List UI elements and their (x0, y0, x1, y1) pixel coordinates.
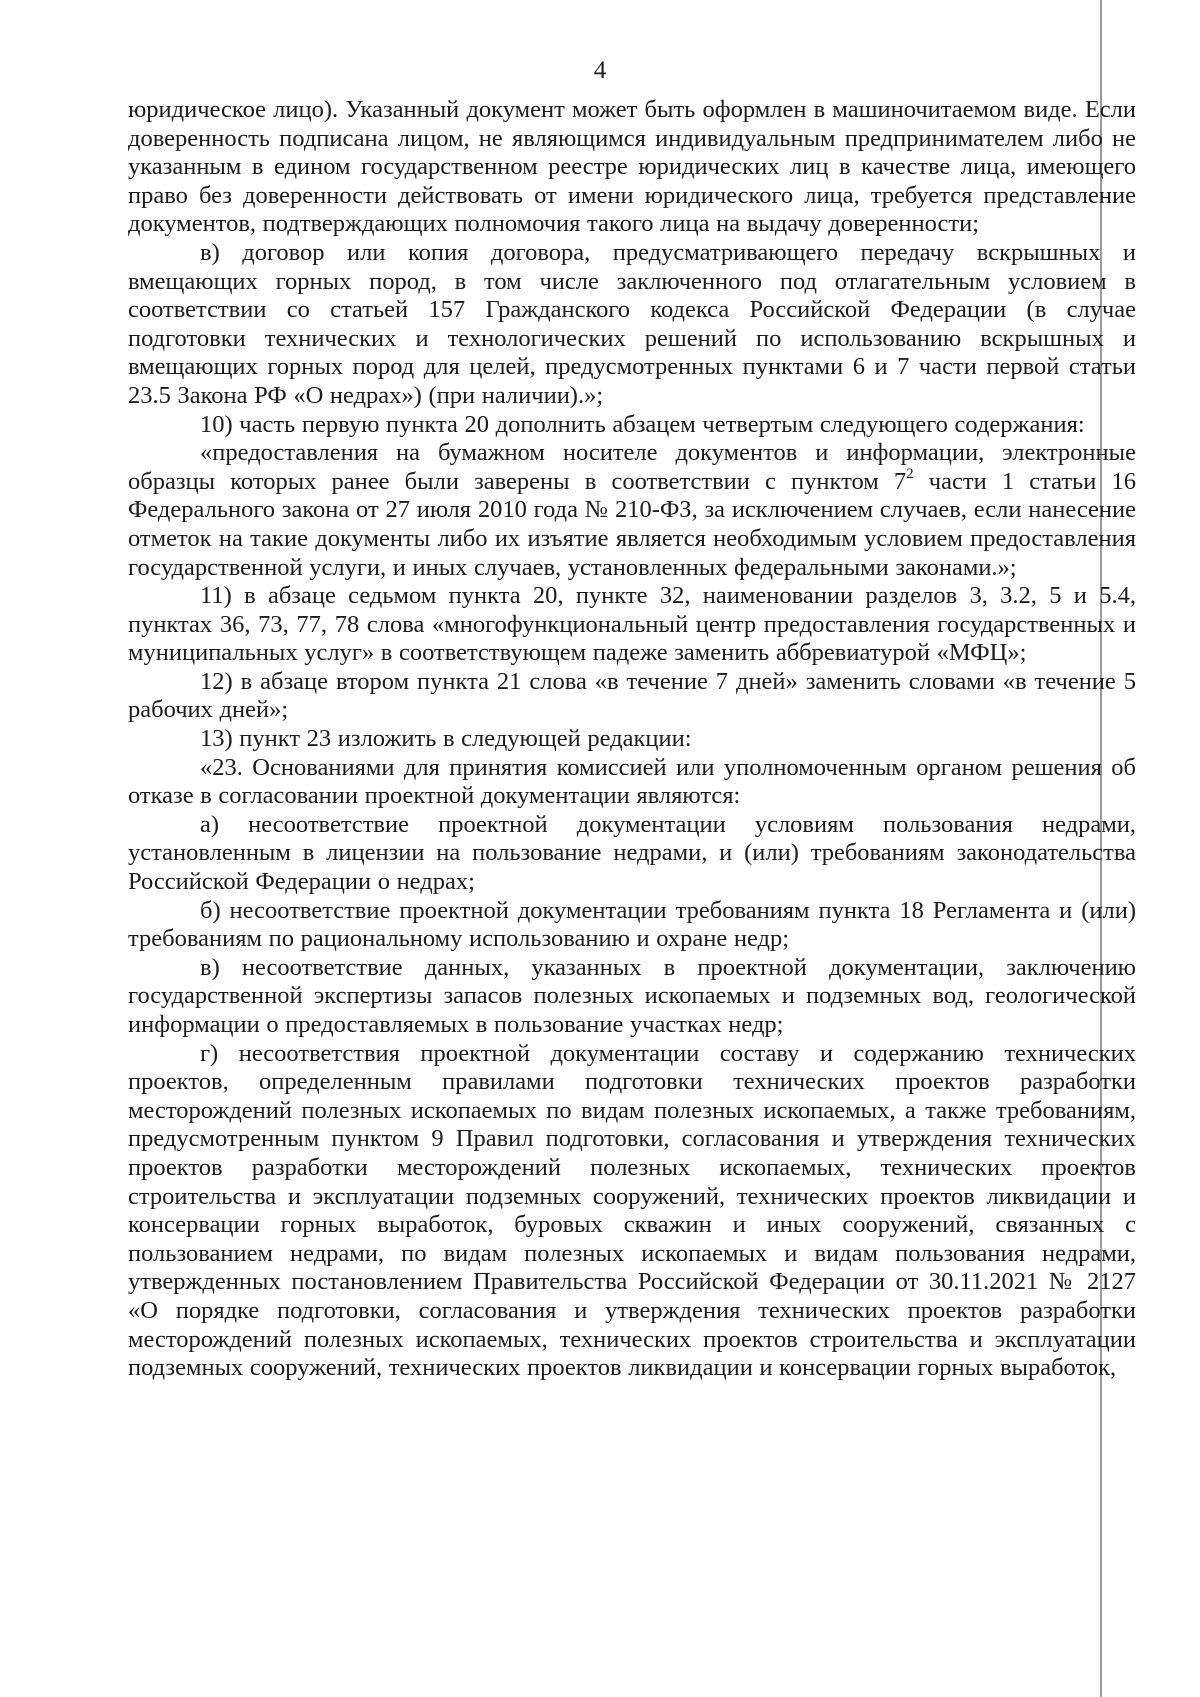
paragraph-subitem-v: в) несоответствие данных, указанных в проектной документации, заключению государственной экспертизы запасов полезных ископаемых и подземных вод, геологической информации о предоставляемых в пользование участках недр; (128, 953, 1136, 1038)
paragraph-item-12: 12) в абзаце втором пункта 21 слова «в течение 7 дней» заменить словами «в течение 5 рабочих дней»; (128, 667, 1136, 724)
paragraph-subitem-g: г) несоответствия проектной документации составу и содержанию технических проектов, определенным правилами подготовки технических проектов разработки месторождений полезных ископаемых по видам полезных ископаемых, а также требованиям, предусмотренным пунктом 9 Правил подготовки, согласования и утверждения технических проектов разработки месторождений полезных ископаемых, технических проектов строительства и эксплуатации подземных сооружений, технических проектов ликвидации и консервации горных выработок, буровых скважин и иных сооружений, связанных с пользованием недрами, по видам полезных ископаемых и видам пользования недрами, утвержденных постановлением Правительства Российской Федерации от 30.11.2021 № 2127 «О порядке подготовки, согласования и утверждения технических проектов разработки месторождений полезных ископаемых, технических проектов строительства и эксплуатации подземных сооружений, технических проектов ликвидации и консервации горных выработок, (128, 1039, 1136, 1382)
paragraph-item-10: 10) часть первую пункта 20 дополнить абзацем четвертым следующего содержания: (200, 410, 1085, 438)
paragraph-item-23: «23. Основаниями для принятия комиссией или уполномоченным органом решения об отказе в согласовании проектной документации являются: (128, 753, 1136, 810)
paragraph-continuation: юридическое лицо). Указанный документ может быть оформлен в машиночитаемом виде. Если доверенность подписана лицом, не являющимся индивидуальным предпринимателем либо не указанным в едином государственном реестре юридических лиц в качестве лица, имеющего право без доверенности действовать от имени юридического лица, требуется представление документов, подтверждающих полномочия такого лица на выдачу доверенности; (128, 96, 1136, 238)
paragraph-text-after-sup: части 1 статьи 16 Федерального закона от 27 июля 2010 года № 210-ФЗ, за исключением случаев, если нанесение отметок на такие документы либо их изъятие является необходимым условием предоставления государственной услуги, и иных случаев, установленных федеральными законами.»; (128, 467, 1136, 581)
paragraph-text-before-sup: «предоставления на бумажном носителе документов и информации, электронные образцы которых ранее были заверены в соответствии с пунктом 7 (128, 439, 1136, 495)
paragraph-item-11: 11) в абзаце седьмом пункта 20, пункте 32, наименовании разделов 3, 3.2, 5 и 5.4, пунктах 36, 73, 77, 78 слова «многофункциональный центр предоставления государственных и муниципальных услуг» в соответствующем падеже заменить аббревиатурой «МФЦ»; (128, 582, 1136, 667)
paragraph-item-13: 13) пункт 23 изложить в следующей редакции: (200, 725, 692, 753)
paragraph-item-v: в) договор или копия договора, предусматривающего передачу вскрышных и вмещающих горных пород, в том числе заключенного под отлагательным условием в соответствии со статьей 157 Гражданского кодекса Российской Федерации (в случае подготовки технических и технологических решений по использованию вскрышных и вмещающих горных пород для целей, предусмотренных пунктами 6 и 7 части первой статьи 23.5 Закона РФ «О недрах») (при наличии).»; (128, 238, 1136, 409)
page-number: 4 (593, 57, 607, 84)
paragraph-quote-provision (128, 439, 1136, 582)
paragraph-subitem-a: а) несоответствие проектной документации условиям пользования недрами, установленным в лицензии на пользование недрами, и (или) требованиям законодательства Российской Федерации о недрах; (128, 810, 1136, 896)
superscript: 2 (906, 465, 914, 482)
paragraph-subitem-b: б) несоответствие проектной документации требованиям пункта 18 Регламента и (или) требованиям по рациональному использованию и охране недр; (128, 896, 1136, 953)
document-body (128, 96, 1136, 1383)
